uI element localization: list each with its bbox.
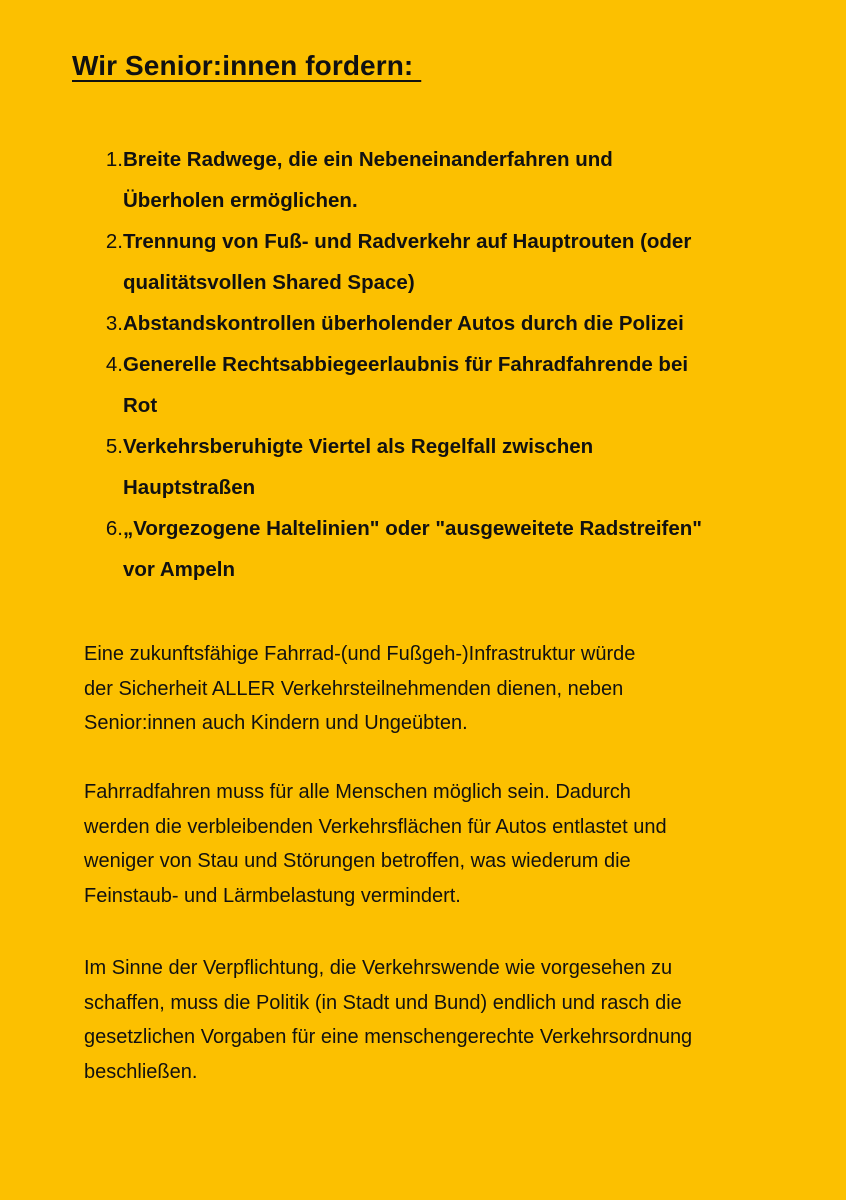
- demand-text: „Vorgezogene Haltelinien" oder "ausgeweitete Radstreifen" vor Ampeln: [123, 517, 702, 581]
- demand-item-1: [94, 139, 794, 221]
- demand-number: 2.: [105, 230, 123, 253]
- demand-text: Generelle Rechtsabbiegeerlaubnis für Fahradfahrende bei Rot: [123, 353, 689, 417]
- demand-text: Verkehrsberuhigte Viertel als Regelfall zwischen Hauptstraßen: [123, 435, 594, 499]
- demand-number: 1.: [105, 148, 123, 171]
- demand-text: Abstandskontrollen überholender Autos durch die Polizei: [123, 312, 684, 335]
- demand-item-5: [94, 426, 794, 508]
- demand-number: 5.: [105, 435, 123, 458]
- page-title: Wir Senior:innen fordern:: [72, 50, 422, 81]
- demand-item-2: [94, 221, 794, 303]
- demands-list: [94, 139, 794, 590]
- paragraph-policy-demand: Im Sinne der Verpflichtung, die Verkehrswende wie vorgesehen zu schaffen, muss die Politik (in Stadt und Bund) endlich und rasch die gesetzlichen Vorgaben für eine menschengerechte Verkehrsordnung beschließen.: [84, 957, 693, 1083]
- demand-text: Trennung von Fuß- und Radverkehr auf Hauptrouten (oder qualitätsvollen Shared Space): [123, 230, 692, 294]
- demand-item-3: [94, 303, 794, 344]
- demand-number: 6.: [105, 517, 123, 540]
- demand-number: 3.: [105, 312, 123, 335]
- demand-item-4: [94, 344, 794, 426]
- paragraph-infrastructure: Eine zukunftsfähige Fahrrad-(und Fußgeh-)Infrastruktur würde der Sicherheit ALLER Verkehrsteilnehmenden dienen, neben Senior:innen auch Kindern und Ungeübten.: [84, 643, 636, 734]
- demand-number: 4.: [105, 353, 123, 376]
- demand-item-6: [94, 508, 794, 590]
- demand-text: Breite Radwege, die ein Nebeneinanderfahren und Überholen ermöglichen.: [123, 148, 613, 212]
- paragraph-cycling-benefits: Fahrradfahren muss für alle Menschen möglich sein. Dadurch werden die verbleibenden Verkehrsflächen für Autos entlastet und weniger von Stau und Störungen betroffen, was wiederum die Feinstaub- und Lärmbelastung vermindert.: [84, 781, 667, 907]
